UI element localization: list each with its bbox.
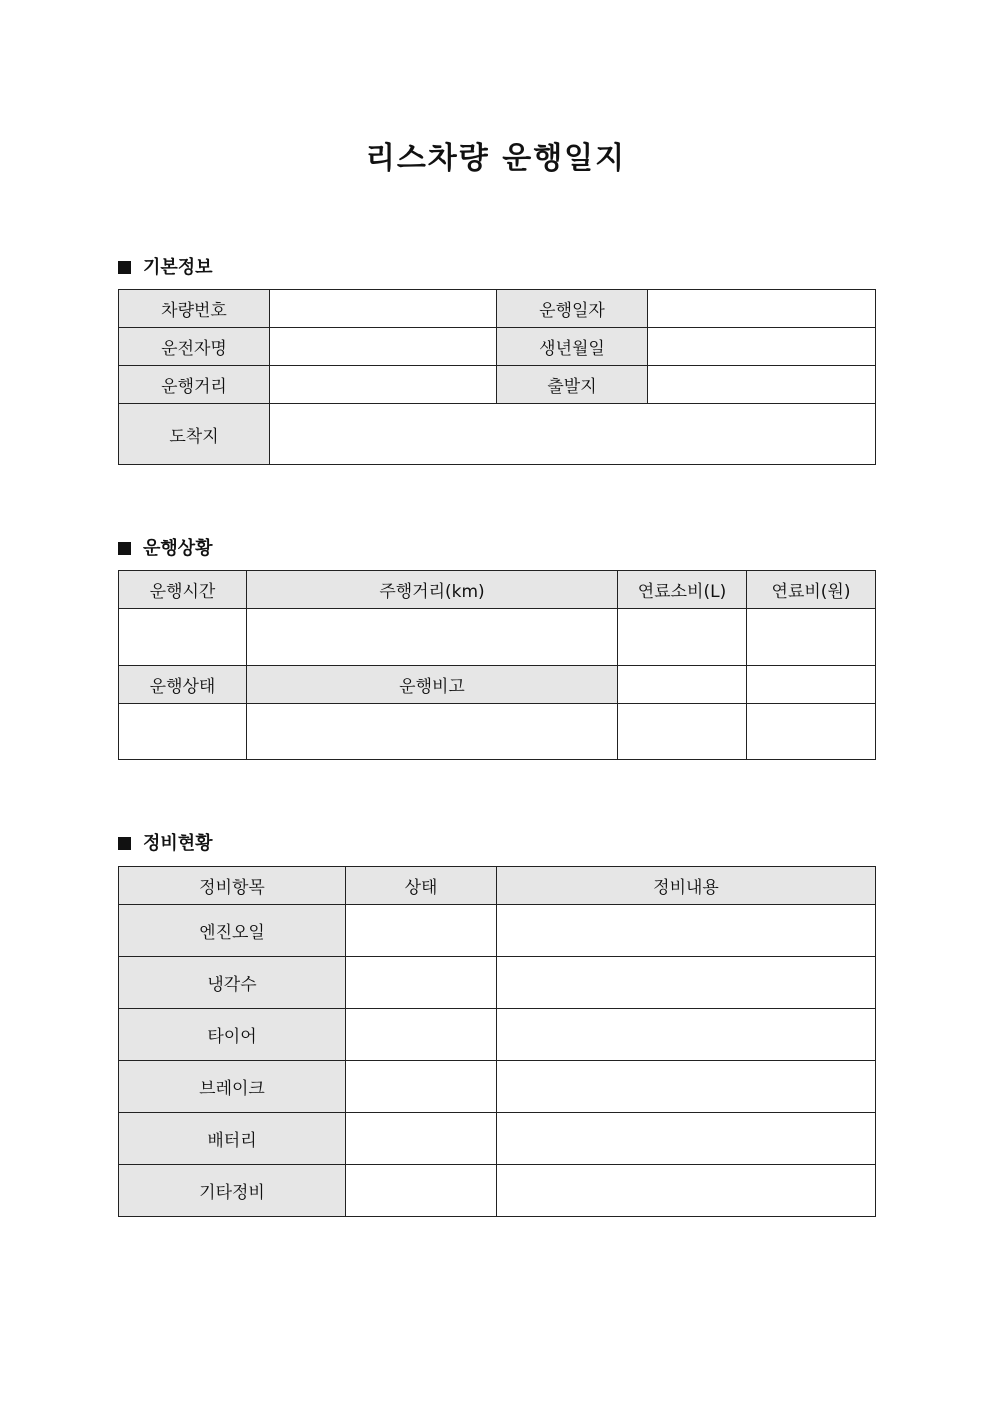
operation-time-field[interactable] [119,609,247,666]
maintenance-detail-field[interactable] [497,957,876,1009]
driver-name-label: 운전자명 [119,328,270,366]
square-bullet-icon [118,261,131,274]
square-bullet-icon [118,837,131,850]
maintenance-detail-field[interactable] [497,1113,876,1165]
section-operation-label: 운행상황 [143,538,213,559]
section-basic-heading [118,253,213,279]
maintenance-item-label: 냉각수 [119,957,346,1009]
operation-status-header: 운행상태 [119,666,247,704]
fuel-cost-header: 연료비(원) [747,571,876,609]
maintenance-detail-header: 정비내용 [497,867,876,905]
operation-time-header: 운행시간 [119,571,247,609]
square-bullet-icon [118,542,131,555]
maintenance-item-label: 기타정비 [119,1165,346,1217]
vehicle-number-label: 차량번호 [119,290,270,328]
maintenance-status-field[interactable] [346,1165,497,1217]
maintenance-detail-field[interactable] [497,905,876,957]
maintenance-detail-field[interactable] [497,1061,876,1113]
section-maintenance-heading [118,829,213,855]
maintenance-item-label: 배터리 [119,1113,346,1165]
fuel-cost-field[interactable] [747,609,876,666]
section-basic-label: 기본정보 [143,257,213,278]
maintenance-status-header: 상태 [346,867,497,905]
departure-label: 출발지 [497,366,648,404]
extra-cell-3[interactable] [618,704,747,760]
extra-cell-2[interactable] [747,666,876,704]
departure-field[interactable] [648,366,876,404]
extra-cell-1[interactable] [618,666,747,704]
operation-date-field[interactable] [648,290,876,328]
mileage-field[interactable] [247,609,618,666]
distance-field[interactable] [270,366,497,404]
operation-date-label: 운행일자 [497,290,648,328]
maintenance-status-field[interactable] [346,957,497,1009]
maintenance-item-label: 엔진오일 [119,905,346,957]
operation-remarks-field[interactable] [247,704,618,760]
arrival-field[interactable] [270,404,876,465]
maintenance-status-field[interactable] [346,1061,497,1113]
page-title: 리스차량 운행일지 [365,141,627,176]
maintenance-status-field[interactable] [346,905,497,957]
birth-date-label: 생년월일 [497,328,648,366]
arrival-label: 도착지 [119,404,270,465]
maintenance-item-label: 브레이크 [119,1061,346,1113]
maintenance-detail-field[interactable] [497,1009,876,1061]
fuel-used-header: 연료소비(L) [618,571,747,609]
vehicle-number-field[interactable] [270,290,497,328]
maintenance-detail-field[interactable] [497,1165,876,1217]
maintenance-item-header: 정비항목 [119,867,346,905]
section-operation-heading [118,534,213,560]
fuel-used-field[interactable] [618,609,747,666]
maintenance-status-field[interactable] [346,1113,497,1165]
mileage-header: 주행거리(km) [247,571,618,609]
basic-info-table [118,289,876,465]
distance-label: 운행거리 [119,366,270,404]
operation-table [118,570,876,760]
operation-remarks-header: 운행비고 [247,666,618,704]
operation-status-field[interactable] [119,704,247,760]
driver-name-field[interactable] [270,328,497,366]
section-maintenance-label: 정비현황 [143,833,213,854]
maintenance-table [118,866,876,1217]
maintenance-item-label: 타이어 [119,1009,346,1061]
birth-date-field[interactable] [648,328,876,366]
maintenance-status-field[interactable] [346,1009,497,1061]
extra-cell-4[interactable] [747,704,876,760]
